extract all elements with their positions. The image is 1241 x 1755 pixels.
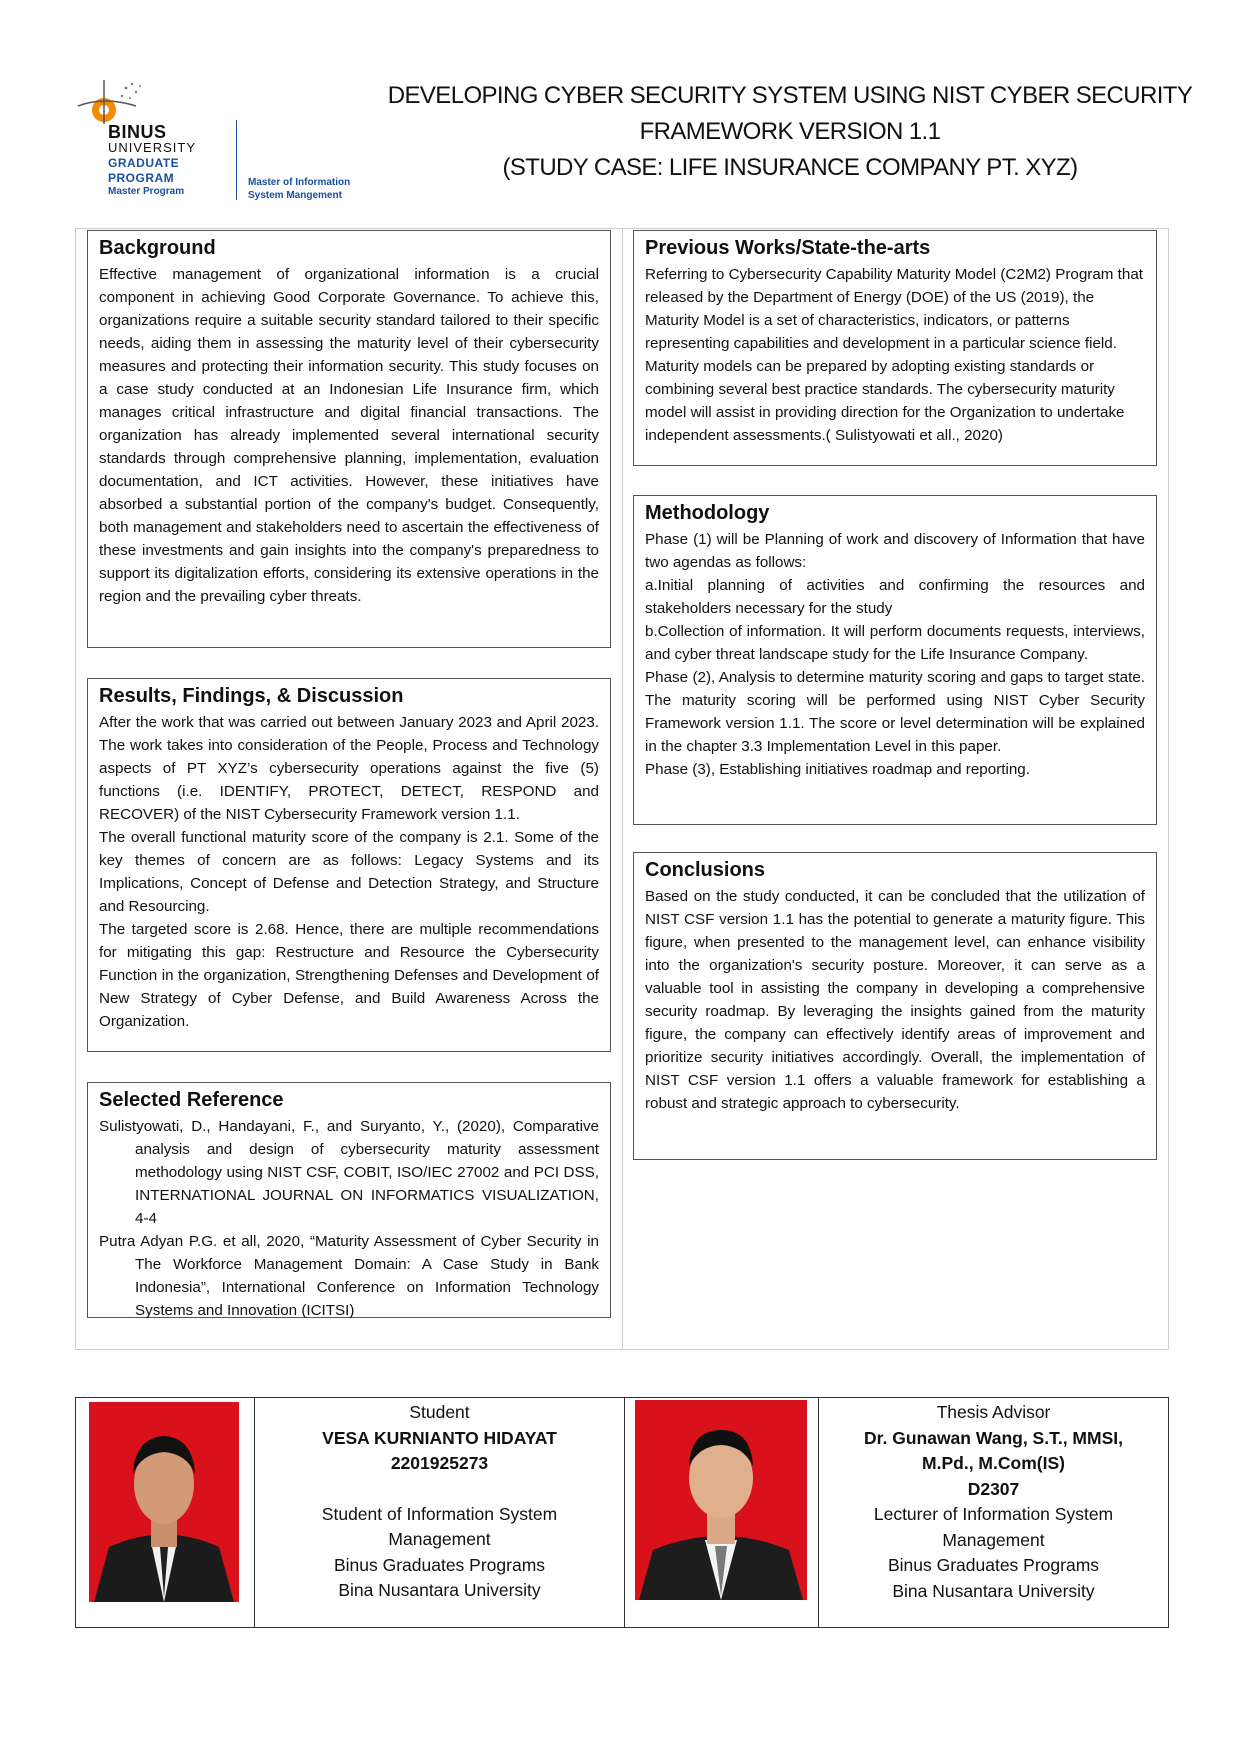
student-desc-4: Bina Nusantara University: [338, 1580, 541, 1600]
conclusions-text: Based on the study conducted, it can be concluded that the utilization of NIST CSF version 1.1 has the potential to generate a maturity figure. This figure, when presented to the management level, can enhance visibility into the organization's security posture. Moreover, it can serve as a valuable tool in assisting the company in developing a comprehensive security roadmap. By leveraging the insights gained from the maturity figure, the company can effectively identify areas of improvement and prioritize security initiatives accordingly. Overall, the implementation of NIST CSF version 1.1 offers a valuable framework for establishing a robust and strategic approach to cybersecurity.: [645, 888, 1145, 1112]
title-line-1: DEVELOPING CYBER SECURITY SYSTEM USING NIST CYBER SECURITY: [387, 82, 1193, 109]
logo-program: PROGRAM: [108, 171, 175, 185]
reference-item: Sulistyowati, D., Handayani, F., and Suryanto, Y., (2020), Comparative analysis and design of cybersecurity maturity assessment methodology using NIST CSF, COBIT, ISO/IEC 27002 and PCI DSS, INTERNATIONAL JOURNAL ON INFORMATICS VISUALIZATION, 4-4: [99, 1118, 599, 1227]
reference-item: Putra Adyan P.G. et all, 2020, “Maturity Assessment of Cyber Security in The Workforce Management Domain: A Case Study in Bank Indonesia”, International Conference on Information Technology Systems and Innovation (ICITSI): [99, 1233, 599, 1319]
advisor-desc-4: Bina Nusantara University: [892, 1580, 1095, 1601]
conclusions-heading: Conclusions: [645, 859, 766, 881]
advisor-name-line-1: Dr. Gunawan Wang, S.T., MMSI,: [864, 1427, 1123, 1448]
logo-university: UNIVERSITY: [108, 140, 197, 155]
logo-divider: [236, 120, 237, 200]
results-paragraph-2: The overall functional maturity score of the company is 2.1. Some of the key themes of concern are as follows: Legacy Systems and its Implications, Concept of Defense and Detection Strategy, and Structure and Resourcing.: [99, 829, 599, 915]
advisor-photo-cell: [624, 1398, 818, 1627]
previous-works-text: Referring to Cybersecurity Capability Maturity Model (C2M2) Program that released by the Department of Energy (DOE) of the US (2019), the Maturity Model is a set of characteristics, indicators, or patterns representing capabilities and development in a particular science field. Maturity models can be prepared by adopting existing standards or combining several best practice standards. The cybersecurity maturity model will assist in providing direction for the Organization to undertake independent assessments.( Sulistyowati et all., 2020): [645, 266, 1143, 444]
methodology-paragraph-1: Phase (1) will be Planning of work and discovery of Information that have two agendas as follows:: [645, 531, 1145, 571]
advisor-desc-1: Lecturer of Information System: [873, 1504, 1114, 1524]
advisor-desc-2: Management: [942, 1529, 1045, 1550]
logo-department: [248, 176, 350, 202]
logo-graduate-program: [108, 156, 179, 186]
advisor-name-line-2: M.Pd., M.Com(IS): [922, 1453, 1065, 1473]
advisor-portrait-image: [635, 1400, 807, 1600]
column-divider: [622, 228, 623, 1350]
student-photo-cell: [76, 1398, 254, 1627]
student-photo: [89, 1402, 239, 1602]
logo-graduate: GRADUATE: [108, 156, 180, 170]
advisor-desc-3: Binus Graduates Programs: [887, 1555, 1100, 1575]
title-line-3: (STUDY CASE: LIFE INSURANCE COMPANY PT. XYZ): [502, 154, 1078, 181]
background-heading: Background: [99, 237, 216, 259]
student-role: Student: [409, 1402, 470, 1422]
background-text: Effective management of organizational information is a crucial component in achieving Good Corporate Governance. To achieve this, organizations require a suitable security standard tailored to their specific needs, aiding them in assessing the maturity level of their cybersecurity measures and protecting their information security. This study focuses on a case study conducted at an Indonesian Life Insurance firm, which manages critical infrastructure and digital financial transactions. The organization has already implemented several international security standards through comprehensive planning, implementation, evaluation documentation, and ICT activities. However, these initiatives have absorbed a substantial portion of the company's budget. Consequently, both management and stakeholders need to ascertain the effectiveness of these investments and gain insights into the company's preparedness to support its digitalization efforts, considering its extensive operations in the region and the prevailing cyber threats.: [99, 266, 599, 605]
results-section: [87, 678, 611, 1052]
results-heading: Results, Findings, & Discussion: [99, 685, 404, 707]
student-portrait-image: [89, 1402, 239, 1602]
previous-works-heading: Previous Works/State-the-arts: [645, 237, 931, 259]
results-paragraph-1: After the work that was carried out between January 2023 and April 2023. The work takes into consideration of the People, Process and Technology aspects of PT XYZ’s cybersecurity operations against the five (5) functions (i.e. IDENTIFY, PROTECT, DETECT, RESPOND and RECOVER) of the NIST Cybersecurity Framework version 1.1.: [99, 714, 599, 823]
references-section: [87, 1082, 611, 1318]
logo-brand: BINUS: [108, 122, 167, 142]
title-line-2: FRAMEWORK VERSION 1.1: [639, 118, 941, 145]
previous-works-section: [633, 230, 1157, 466]
results-paragraph-3: The targeted score is 2.68. Hence, there are multiple recommendations for mitigating this gap: Restructure and Resource the Cybersecurity Function in the organization, Strengthening Defenses and Development of New Strategy of Cyber Defense, and Build Awareness Across the Organization.: [99, 921, 599, 1030]
methodology-paragraph-5: Phase (3), Establishing initiatives roadmap and reporting.: [645, 761, 1030, 778]
authors-footer: [75, 1397, 1169, 1628]
advisor-id: D2307: [967, 1478, 1020, 1499]
student-desc-2: Management: [388, 1529, 491, 1549]
references-heading: Selected Reference: [99, 1089, 284, 1111]
methodology-paragraph-2: a.Initial planning of activities and confirming the resources and stakeholders necessary for the study: [645, 577, 1145, 617]
logo-department-line2: System Mangement: [248, 190, 342, 201]
logo-department-line1: Master of Information: [248, 177, 351, 188]
methodology-section: [633, 495, 1157, 825]
background-section: [87, 230, 611, 648]
binus-logo: [72, 70, 372, 210]
methodology-heading: Methodology: [645, 502, 770, 524]
student-info: [254, 1398, 624, 1627]
student-name: VESA KURNIANTO HIDAYAT: [322, 1427, 557, 1448]
conclusions-section: [633, 852, 1157, 1160]
advisor-role: Thesis Advisor: [936, 1402, 1051, 1422]
student-desc-3: Binus Graduates Programs: [333, 1554, 546, 1575]
advisor-info: [818, 1398, 1168, 1627]
advisor-photo: [635, 1400, 807, 1600]
poster-title: [380, 78, 1200, 186]
methodology-paragraph-3: b.Collection of information. It will perform documents requests, interviews, and cyber threat landscape study for the Life Insurance Company.: [645, 623, 1145, 663]
student-desc-1: Student of Information System: [321, 1503, 558, 1524]
logo-master-program: Master Program: [108, 186, 185, 197]
student-id: 2201925273: [390, 1453, 489, 1473]
methodology-paragraph-4: Phase (2), Analysis to determine maturity scoring and gaps to target state. The maturity scoring will be performed using NIST Cyber Security Framework version 1.1. The score or level determination will be explained in the chapter 3.3 Implementation Level in this paper.: [645, 669, 1145, 755]
